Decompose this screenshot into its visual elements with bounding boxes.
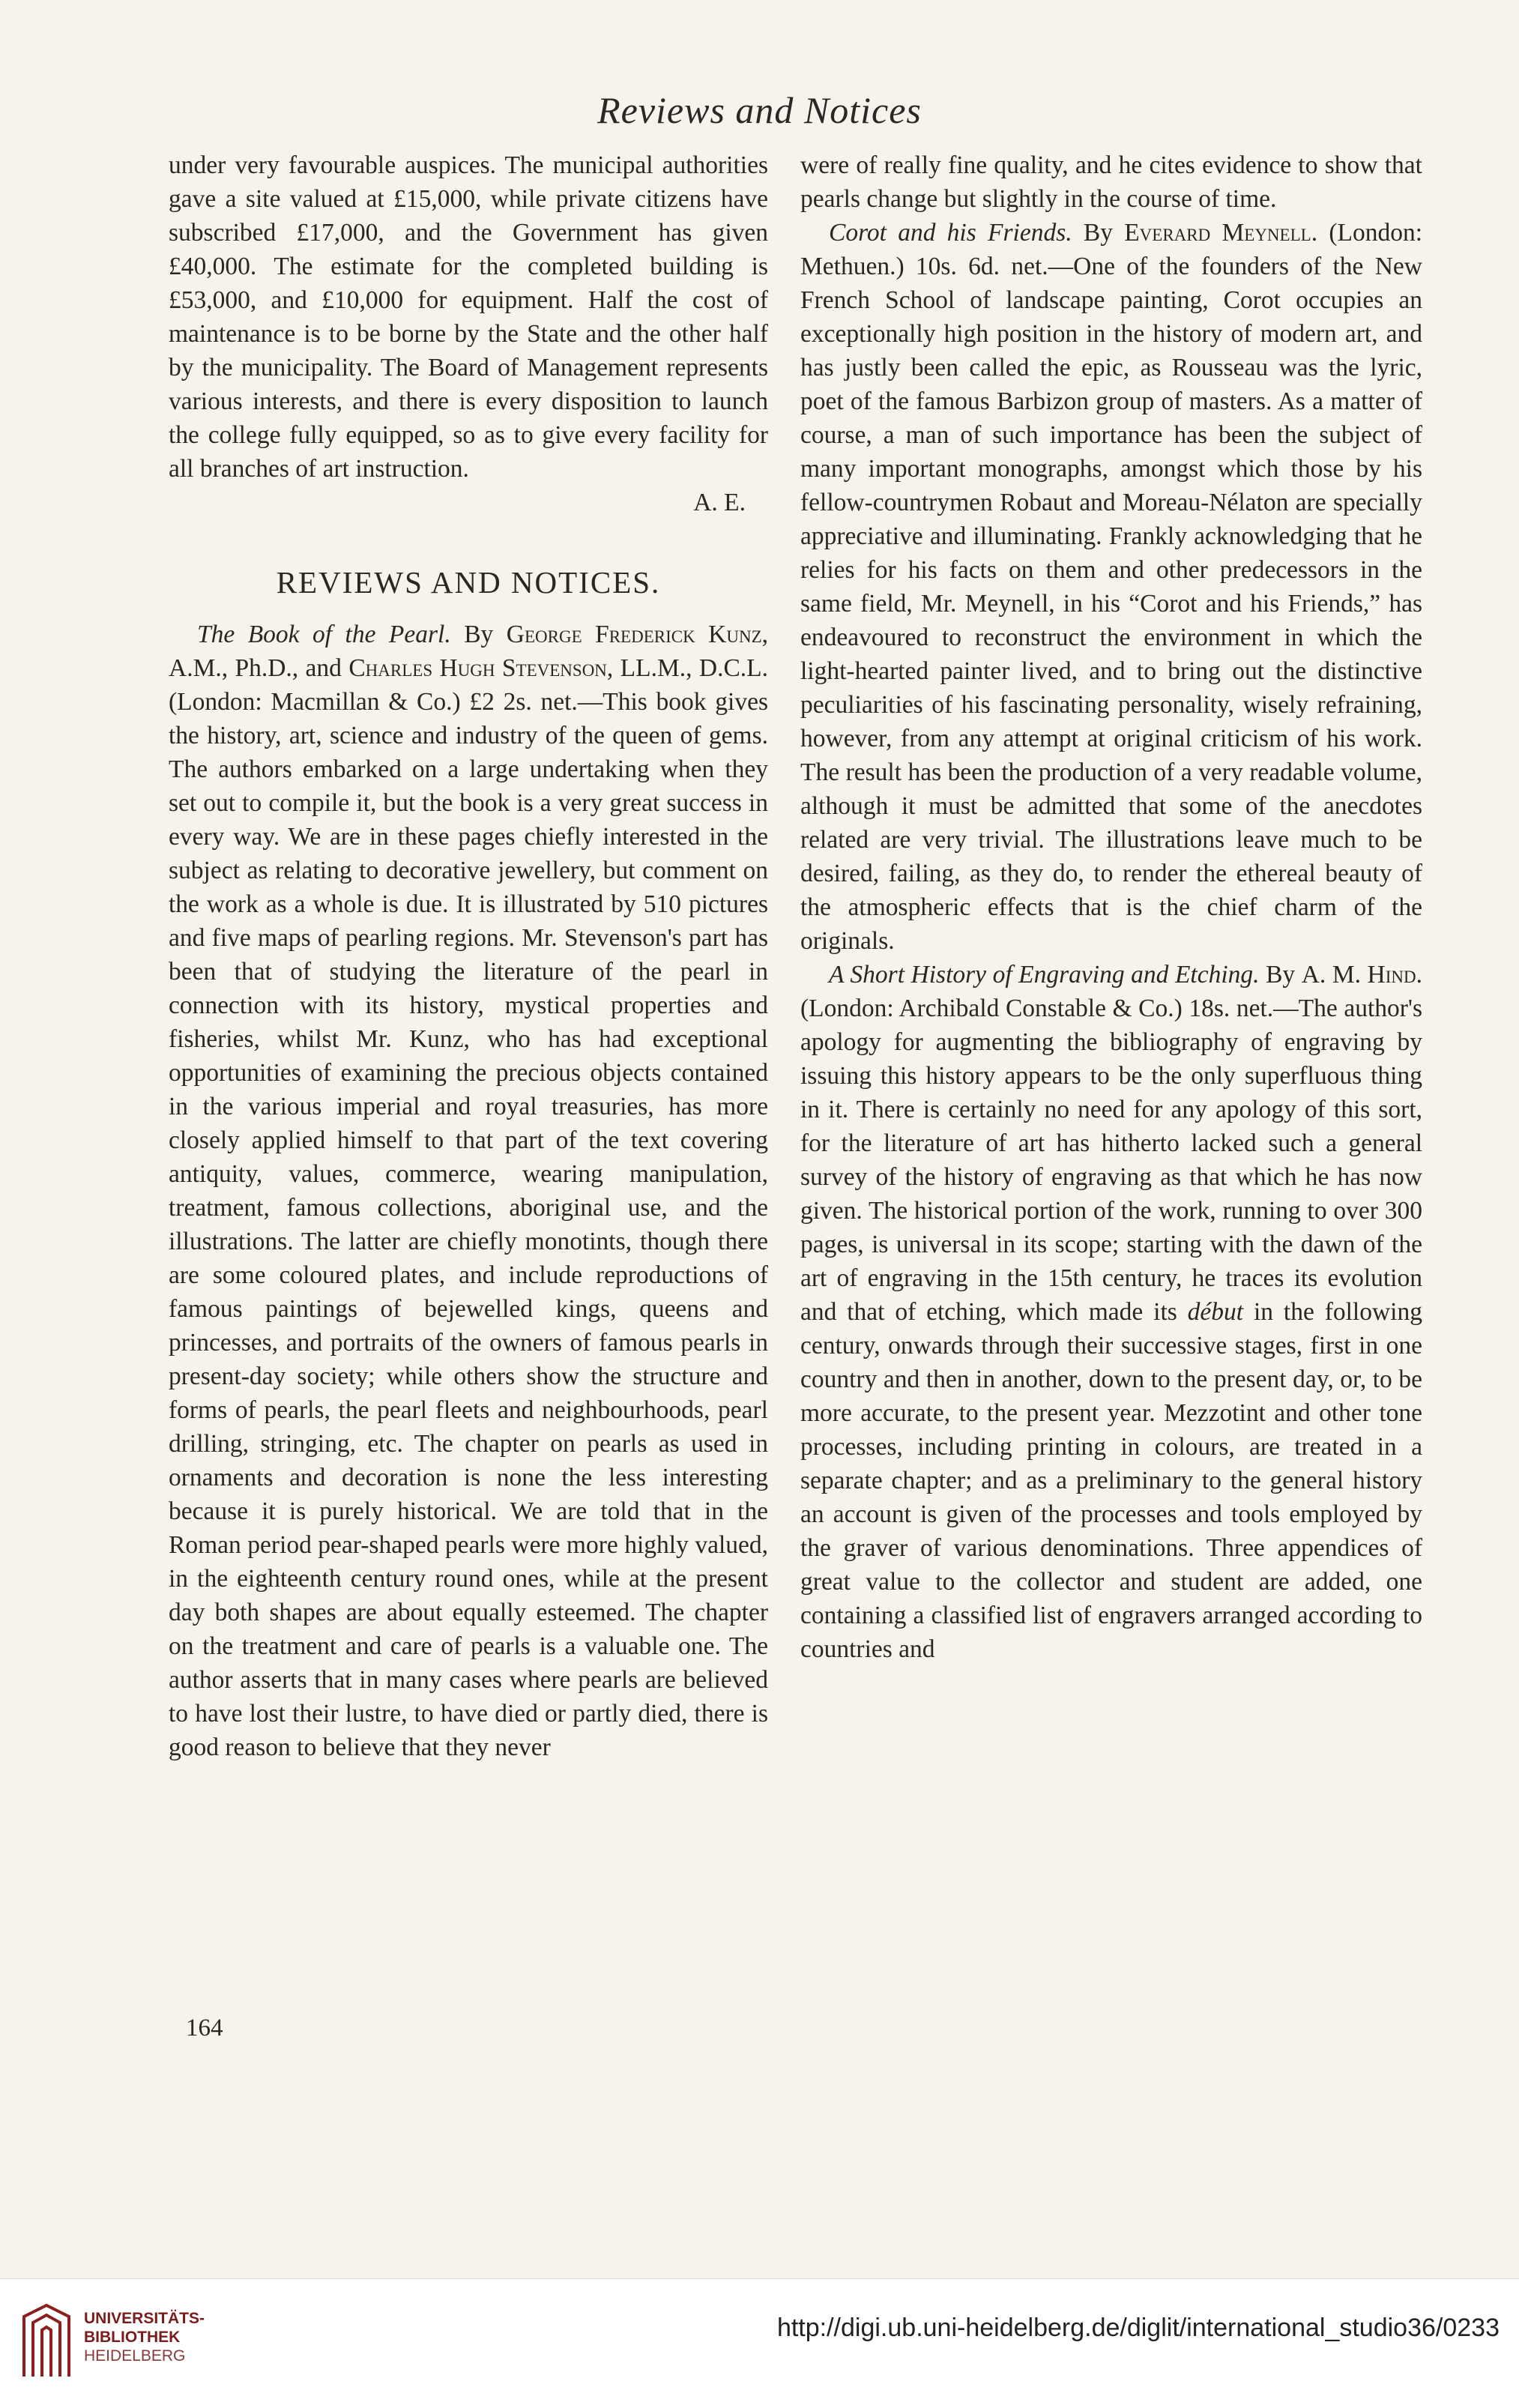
section-title: REVIEWS AND NOTICES. bbox=[276, 565, 661, 600]
review-body: . (London: Methuen.) 10s. 6d. net.—One of the founders of the New French School of landscape painting, Corot occupies an exceptionally high position in the history of modern art, and has justly been called the epic, as Rousseau was the lyric, poet of the famous Barbizon group of masters. As a matter of course, a man of such importance has been the subject of many important monographs, amongst which those by his fellow-countrymen Robaut and Moreau-Nélaton are specially appreciative and illuminating. Frankly acknowledging that he relies for his facts on them and other predecessors in the same field, Mr. Meynell, in his “Corot and his Friends,” has endeavoured to reconstruct the environment in which the light-hearted painter lived, and to bring out the distinctive peculiarities of his fascinating personality, wisely refraining, however, from any attempt at original criticism of his work. The result has been the production of a very readable volume, although it must be admitted that some of the anecdotes related are very trivial. The illustrations leave much to be desired, failing, as they do, to render the ethereal beauty of the atmospheric effects that is the chief charm of the originals. bbox=[800, 219, 1422, 955]
library-name bbox=[84, 2309, 205, 2365]
right-column bbox=[800, 148, 1422, 1666]
library-line-2: BIBLIOTHEK bbox=[84, 2329, 181, 2346]
author-signature: A. E. bbox=[693, 489, 746, 516]
intro-text: under very favourable auspices. The municipal authorities gave a site valued at £15,000, while private citizens have subscribed £17,000, and the Government has given £40,000. The estimate for the completed building is £53,000, and £10,000 for equipment. Half the cost of maintenance is to be borne by the State and the other half by the municipality. The Board of Management represents various interests, and there is every disposition to launch the college fully equipped, so as to give every facility for all branches of art instruction. bbox=[169, 151, 768, 483]
review-body: . (London: Archibald Constable & Co.) 18s. net.—The author's apology for augmenting the bibliography of engraving by issuing this history appears to be the only superfluous thing in it. There is certainly no need for any apology of this sort, for the literature of art has hitherto lacked such a general survey of the history of engraving as that which he has now given. The historical portion of the work, running to over 300 pages, is universal in its scope; starting with the dawn of the art of engraving in the 15th century, he traces its evolution and that of etching, which made its bbox=[800, 961, 1422, 1326]
review-body: , LL.M., D.C.L. (London: Macmillan & Co.) £2 2s. net.—This book gives the history, art, science and industry of the queen of gems. The authors embarked on a large undertaking when they set out to compile it, but the book is a very great success in every way. We are in these pages chiefly interested in the subject as relating to decorative jewellery, but comment on the work as a whole is due. It is illustrated by 510 pictures and five maps of pearling regions. Mr. Stevenson's part has been that of studying the literature of the pearl in connection with its history, mystical properties and fisheries, whilst Mr. Kunz, who has had exceptional opportunities of examining the precious objects contained in the various imperial and royal treasuries, has more closely applied himself to that part of the text covering antiquity, values, commerce, wearing manipulation, treatment, famous collections, aboriginal use, and the illustrations. The latter are chiefly monotints, though there are some coloured plates, and include reproductions of famous paintings of bejewelled kings, queens and princesses, and portraits of the owners of famous pearls in present-day society; while others show the structure and forms of pearls, the pearl fleets and neighbourhoods, pearl drilling, stringing, etc. The chapter on pearls as used in ornaments and decoration is none the less interesting because it is purely historical. We are told that in the Roman period pear-shaped pearls were more highly valued, in the eighteenth century round ones, while at the present day both shapes are about equally esteemed. The chapter on the treatment and care of pearls is a valuable one. The author asserts that in many cases where pearls are believed to have lost their lustre, to have died or partly died, there is good reason to believe that they never bbox=[169, 654, 769, 1761]
italic-word: début bbox=[1187, 1298, 1244, 1326]
running-head: Reviews and Notices bbox=[597, 89, 922, 131]
library-logo-icon bbox=[16, 2302, 76, 2384]
review-by: By bbox=[1266, 961, 1296, 989]
review-book-of-the-pearl bbox=[169, 618, 768, 1764]
review-title: A Short History of Engraving and Etching. bbox=[829, 961, 1260, 989]
library-line-3: HEIDELBERG bbox=[84, 2347, 186, 2365]
left-column bbox=[169, 148, 768, 1764]
review-corot-and-his-friends bbox=[800, 216, 1422, 958]
review-credentials: , A.M., Ph.D., and bbox=[169, 621, 769, 682]
intro-paragraph bbox=[169, 148, 768, 519]
page-number: 164 bbox=[186, 2015, 223, 2042]
review-author-2: Charles Hugh Stevenson bbox=[348, 654, 607, 682]
review-author: Everard Meynell bbox=[1124, 219, 1311, 247]
review-title: Corot and his Friends. bbox=[829, 219, 1072, 247]
review-body-continued: in the following century, onwards through their successive stages, first in one country and then in another, down to the present day, or, to be more accurate, to the present year. Mezzotint and other tone processes, including printing in colours, are treated in a separate chapter; and as a preliminary to the general history an account is given of the processes and tools employed by the graver of various denominations. Three appendices of great value to the collector and student are added, one containing a classified list of engravers arranged according to countries and bbox=[800, 1298, 1422, 1663]
review-title: The Book of the Pearl. bbox=[197, 621, 451, 648]
library-footer bbox=[0, 2278, 1519, 2408]
review-author: A. M. Hind bbox=[1301, 961, 1416, 989]
source-url[interactable]: http://digi.ub.uni-heidelberg.de/diglit/international_studio36/0233 bbox=[776, 2314, 1500, 2342]
review-by: By bbox=[1083, 219, 1113, 247]
review-by: By bbox=[464, 621, 494, 648]
review-history-of-engraving bbox=[800, 958, 1422, 1666]
continued-paragraph: were of really fine quality, and he cites evidence to show that pearls change but slightly in the course of time. bbox=[800, 151, 1422, 213]
library-line-1: UNIVERSITÄTS- bbox=[84, 2310, 205, 2327]
review-author: George Frederick Kunz bbox=[506, 621, 762, 648]
